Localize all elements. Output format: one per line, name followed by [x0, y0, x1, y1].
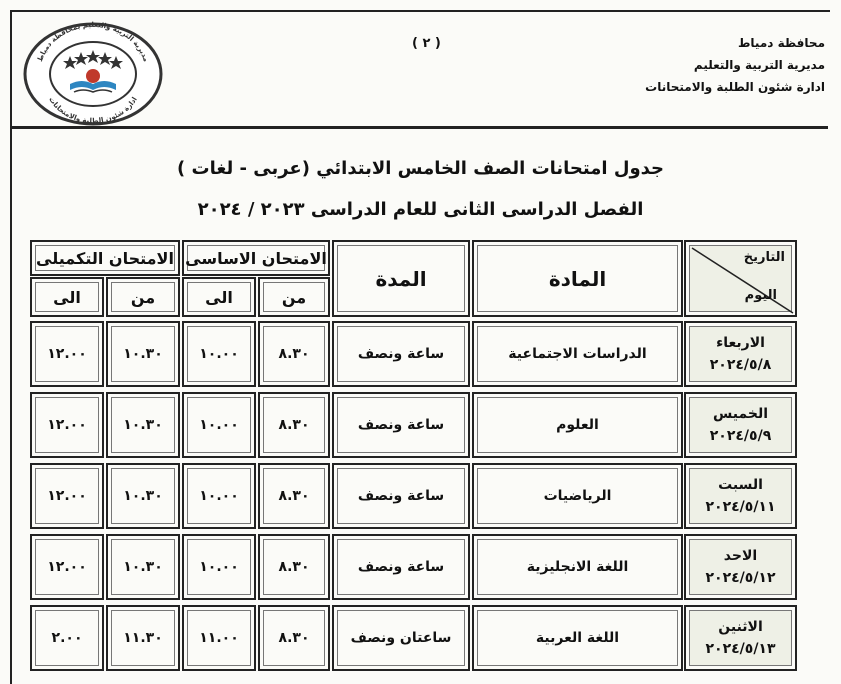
subject-header-label: المادة [548, 266, 607, 291]
basic-from-header-label: من [281, 287, 307, 307]
row-3-basic-to-cell [182, 463, 256, 529]
row-5-makeup-from-cell [106, 605, 180, 671]
row-2-duration: ساعة ونصف [357, 417, 445, 433]
row-2-date-cell [684, 392, 797, 458]
row-2-basic-to: ١٠.٠٠ [199, 417, 239, 433]
row-1-basic-to-cell [182, 321, 256, 387]
row-1-basic-from-cell [258, 321, 330, 387]
row-3-date: ٢٠٢٤/٥/١١ [705, 499, 776, 515]
row-1-date: ٢٠٢٤/٥/٨ [709, 357, 772, 373]
row-3-makeup-from: ١٠.٣٠ [123, 488, 163, 504]
row-1-subject: الدراسات الاجتماعية [508, 346, 647, 362]
row-2-basic-to-cell [182, 392, 256, 458]
row-5-basic-from: ٨.٣٠ [278, 630, 310, 646]
row-5-subject: اللغة العربية [535, 630, 620, 646]
row-1-duration-cell [332, 321, 470, 387]
svg-text:ادارة شئون الطلبة والامتحانات: ادارة شئون الطلبة والامتحانات [47, 95, 139, 126]
row-4-basic-to-cell [182, 534, 256, 600]
row-4-makeup-from: ١٠.٣٠ [123, 559, 163, 575]
row-4-basic-from-cell [258, 534, 330, 600]
row-2-date: ٢٠٢٤/٥/٩ [709, 428, 772, 444]
row-5-subject-cell [472, 605, 683, 671]
row-1-day: الاربعاء [716, 335, 765, 351]
row-1-subject-cell [472, 321, 683, 387]
basic-exam-header-label: الامتحان الاساسى [185, 248, 327, 268]
duration-header-label: المدة [375, 266, 427, 291]
makeup-to-header-cell [30, 277, 104, 317]
subject-header-cell [472, 240, 683, 317]
basic-to-header-cell [182, 277, 256, 317]
row-5-basic-to: ١١.٠٠ [199, 630, 239, 646]
makeup-exam-header-cell [30, 240, 180, 276]
administration-label: ادارة شئون الطلبة والامتحانات [645, 80, 825, 94]
duration-header-cell [332, 240, 470, 317]
basic-from-header-cell [258, 277, 330, 317]
row-4-makeup-to: ١٢.٠٠ [47, 559, 87, 575]
row-3-subject-cell [472, 463, 683, 529]
makeup-to-header-label: الى [53, 287, 81, 307]
row-5-basic-from-cell [258, 605, 330, 671]
row-4-basic-from: ٨.٣٠ [278, 559, 310, 575]
row-2-makeup-to-cell [30, 392, 104, 458]
row-3-date-cell [684, 463, 797, 529]
row-1-makeup-from-cell [106, 321, 180, 387]
row-2-makeup-from-cell [106, 392, 180, 458]
row-3-duration-cell [332, 463, 470, 529]
row-4-subject-cell [472, 534, 683, 600]
row-5-day: الاثنين [718, 619, 763, 635]
row-5-duration-cell [332, 605, 470, 671]
row-5-makeup-to: ٢.٠٠ [51, 630, 83, 646]
header-divider [12, 126, 828, 129]
makeup-from-header-cell [106, 277, 180, 317]
row-3-makeup-from-cell [106, 463, 180, 529]
row-2-duration-cell [332, 392, 470, 458]
row-1-duration: ساعة ونصف [357, 346, 445, 362]
row-5-makeup-from: ١١.٣٠ [123, 630, 163, 646]
row-3-makeup-to: ١٢.٠٠ [47, 488, 87, 504]
date-header-label: التاريخ [743, 250, 785, 265]
row-2-day: الخميس [712, 406, 769, 422]
row-1-makeup-to-cell [30, 321, 104, 387]
row-3-basic-from: ٨.٣٠ [278, 488, 310, 504]
row-5-date: ٢٠٢٤/٥/١٣ [705, 641, 776, 657]
row-2-makeup-to: ١٢.٠٠ [47, 417, 87, 433]
row-5-duration: ساعتان ونصف [350, 630, 452, 646]
row-4-basic-to: ١٠.٠٠ [199, 559, 239, 575]
row-5-date-cell [684, 605, 797, 671]
row-4-makeup-to-cell [30, 534, 104, 600]
document-title: جدول امتحانات الصف الخامس الابتدائي (عربى - لغات ) [176, 158, 665, 179]
row-4-day: الاحد [723, 548, 758, 564]
row-3-basic-to: ١٠.٠٠ [199, 488, 239, 504]
row-4-duration-cell [332, 534, 470, 600]
row-4-duration: ساعة ونصف [357, 559, 445, 575]
row-3-basic-from-cell [258, 463, 330, 529]
row-2-subject: العلوم [556, 417, 599, 433]
row-4-date-cell [684, 534, 797, 600]
row-2-basic-from: ٨.٣٠ [278, 417, 310, 433]
row-3-day: السبت [718, 477, 763, 493]
basic-to-header-label: الى [205, 287, 233, 307]
row-2-basic-from-cell [258, 392, 330, 458]
row-2-subject-cell [472, 392, 683, 458]
row-4-date: ٢٠٢٤/٥/١٢ [705, 570, 776, 586]
header-issuer [645, 32, 825, 98]
row-5-basic-to-cell [182, 605, 256, 671]
makeup-from-header-label: من [130, 287, 156, 307]
day-header-label: اليوم [744, 288, 777, 303]
row-1-makeup-from: ١٠.٣٠ [123, 346, 163, 362]
row-1-basic-to: ١٠.٠٠ [199, 346, 239, 362]
date-day-header-cell [684, 240, 797, 317]
row-5-makeup-to-cell [30, 605, 104, 671]
row-1-date-cell [684, 321, 797, 387]
directorate-label: مديرية التربية والتعليم [693, 58, 825, 72]
makeup-exam-header-label: الامتحان التكميلى [36, 248, 174, 268]
basic-exam-header-cell [182, 240, 330, 276]
row-3-makeup-to-cell [30, 463, 104, 529]
row-3-duration: ساعة ونصف [357, 488, 445, 504]
governorate-label: محافظة دمياط [737, 36, 825, 50]
document-subtitle: الفصل الدراسى الثانى للعام الدراسى ٢٠٢٣ / ٢٠٢٤ [197, 199, 644, 220]
row-4-subject: اللغة الانجليزية [526, 559, 629, 575]
ministry-seal-logo [20, 20, 166, 128]
row-4-makeup-from-cell [106, 534, 180, 600]
row-2-makeup-from: ١٠.٣٠ [123, 417, 163, 433]
svg-text:مديرية التربية والتعليم بمحافظ: مديرية التربية والتعليم بمحافظة دمياط [35, 20, 151, 63]
row-1-basic-from: ٨.٣٠ [278, 346, 310, 362]
row-1-makeup-to: ١٢.٠٠ [47, 346, 87, 362]
page-number: ( ٢ ) [412, 36, 441, 51]
row-3-subject: الرياضيات [543, 488, 612, 504]
